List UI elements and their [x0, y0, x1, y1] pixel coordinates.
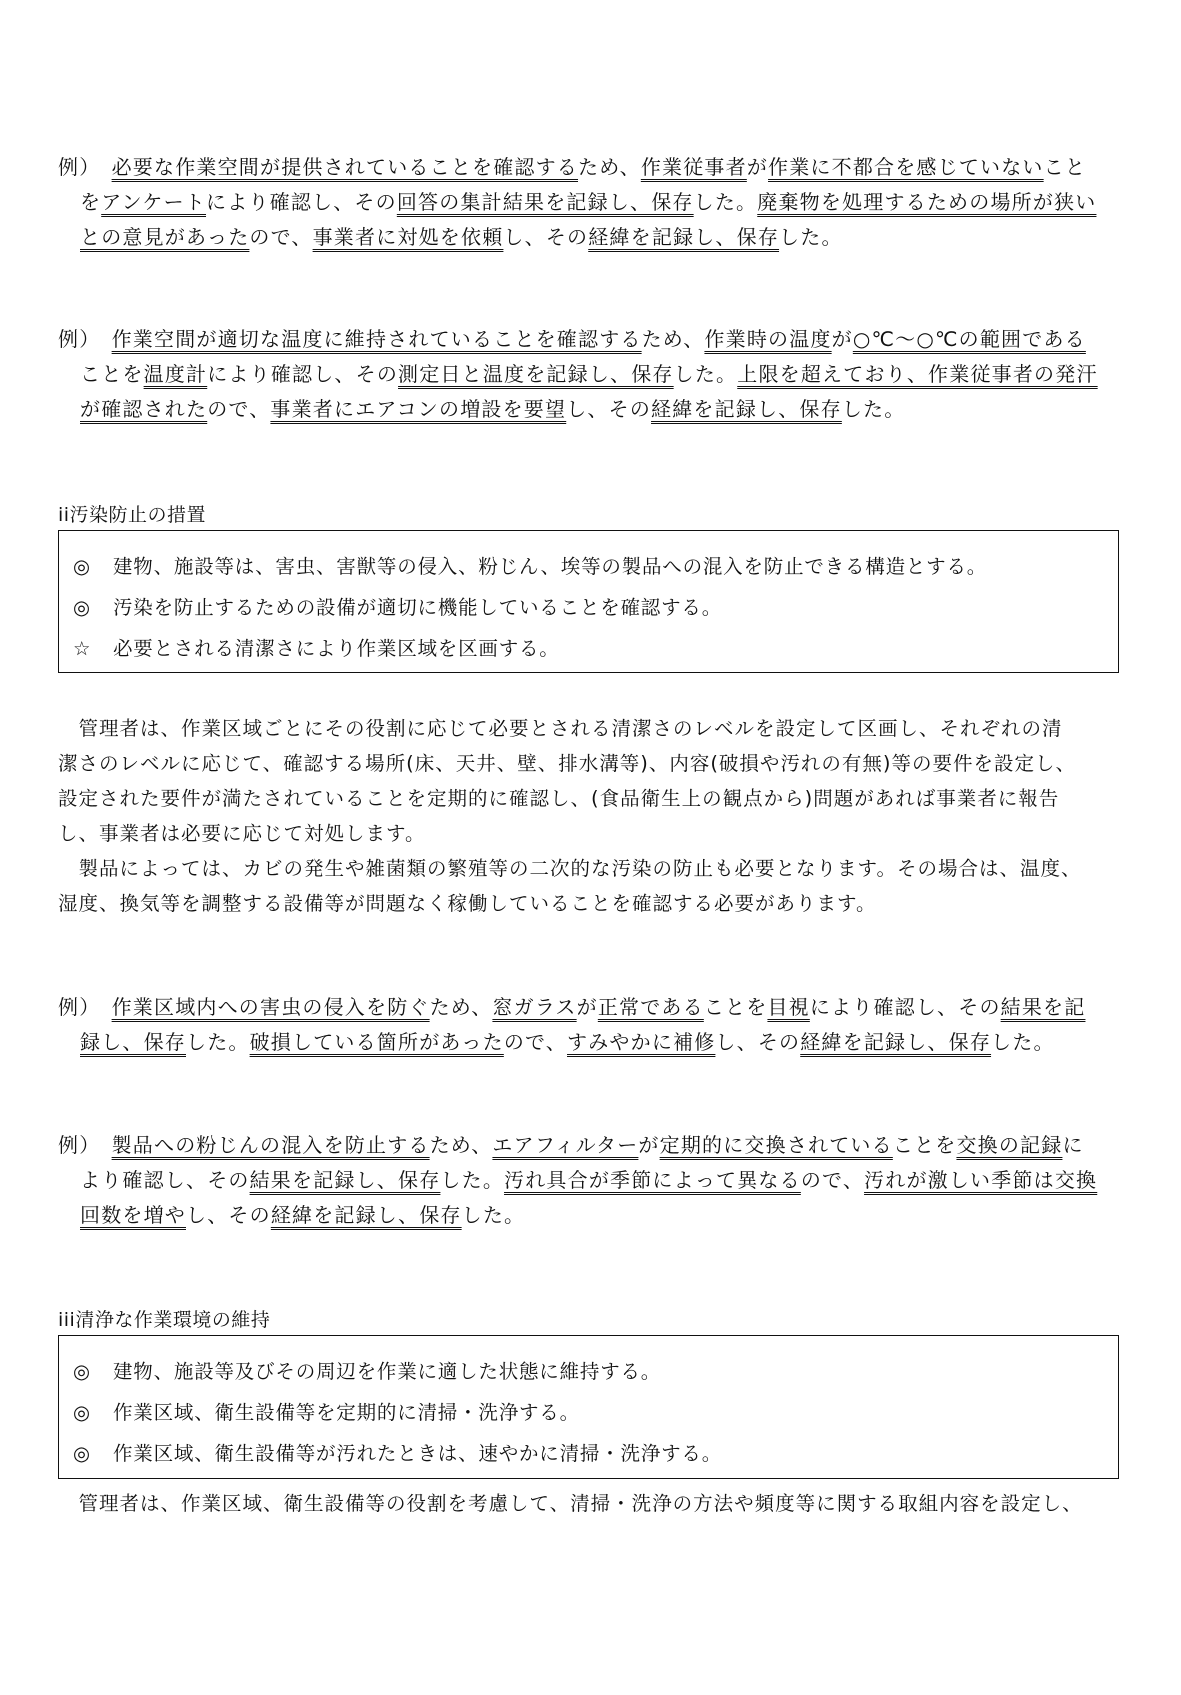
requirement-item [73, 1356, 661, 1384]
text-segment: 例） [58, 995, 112, 1019]
requirement-text: 必要とされる清潔さにより作業区域を区画する。 [113, 637, 560, 660]
underlined-phrase: 経緯を記録し、保存 [588, 225, 780, 249]
underlined-phrase: 経緯を記録し、保存 [800, 1030, 992, 1054]
underlined-phrase: 破損している箇所があった [249, 1030, 504, 1054]
paragraph-line: 管理者は、作業区域ごとにその役割に応じて必要とされる清潔さのレベルを設定して区画し、それぞれの清 [58, 717, 1063, 740]
paragraph-line: 潔さのレベルに応じて、確認する場所(床、天井、壁、排水溝等)、内容(破損や汚れの有無)等の要件を設定し、 [58, 752, 1077, 775]
text-segment: した。 [461, 1203, 526, 1227]
text-segment: した。 [779, 225, 843, 249]
underlined-phrase: 上限を超えており、作業従事者の発汗 [737, 362, 1098, 386]
text-segment: 例） [58, 1133, 112, 1157]
text-segment: が [746, 155, 769, 179]
underlined-phrase: 作業に不都合を感じていない [768, 155, 1044, 179]
text-segment: ので、 [207, 397, 271, 421]
example-line [80, 1198, 525, 1232]
underlined-phrase: 作業時の温度 [704, 327, 832, 351]
double-circle-icon: ◎ [73, 596, 91, 619]
text-segment: ことを [80, 362, 144, 386]
text-segment: し、その [186, 1203, 271, 1227]
underlined-phrase: 製品への粉じんの混入を防止する [111, 1133, 430, 1157]
underlined-phrase: 経緯を記録し、保存 [270, 1203, 462, 1227]
paragraph-line: 製品によっては、カビの発生や雑菌類の繁殖等の二次的な汚染の防止も必要となります。その場合は、温度、 [58, 857, 1082, 880]
text-segment: ため、 [578, 155, 641, 179]
paragraph-line: 設定された要件が満たされていることを定期的に確認し、(食品衛生上の観点から)問題があれば事業者に報告 [58, 787, 1060, 810]
text-segment: 例） [58, 155, 112, 179]
underlined-phrase: 正常である [597, 995, 704, 1019]
underlined-phrase: 回答の集計結果を記録し、保存 [396, 190, 694, 214]
underlined-phrase: 作業空間が適切な温度に維持されていることを確認する [111, 327, 642, 351]
star-icon: ☆ [73, 637, 92, 660]
underlined-phrase: が確認された [80, 397, 208, 421]
requirement-text: 作業区域、衛生設備等を定期的に清掃・洗浄する。 [113, 1401, 580, 1424]
requirement-text: 建物、施設等及びその周辺を作業に適した状態に維持する。 [113, 1360, 662, 1383]
text-segment: し、その [503, 225, 589, 249]
example-line [80, 357, 1098, 391]
double-circle-icon: ◎ [73, 1360, 91, 1383]
underlined-phrase: 温度計 [143, 362, 208, 386]
underlined-phrase: 回数を増や [80, 1203, 186, 1227]
example-line [80, 1163, 1097, 1197]
underlined-phrase: 定期的に交換されている [659, 1133, 893, 1157]
double-circle-icon: ◎ [73, 1401, 91, 1424]
underlined-phrase: 経緯を記録し、保存 [651, 397, 842, 421]
text-segment: より確認し、その [80, 1168, 250, 1192]
underlined-phrase: 結果を記録し、保存 [249, 1168, 441, 1192]
example-line [58, 990, 1085, 1024]
text-segment: により確認し、その [207, 362, 399, 386]
section-iii-requirements-box [58, 1335, 1119, 1479]
double-circle-icon: ◎ [73, 1442, 91, 1465]
section-ii-requirements-box [58, 530, 1119, 673]
underlined-phrase: 結果を記 [1000, 995, 1086, 1019]
requirement-item [73, 633, 560, 661]
underlined-phrase: 作業従事者 [640, 155, 747, 179]
underlined-phrase: 作業区域内への害虫の侵入を防ぐ [111, 995, 430, 1019]
underlined-phrase: 録し、保存 [80, 1030, 186, 1054]
text-segment: が [576, 995, 598, 1019]
text-segment: に [1062, 1133, 1084, 1157]
text-segment: した。 [440, 1168, 505, 1192]
text-segment: により確認し、その [809, 995, 1001, 1019]
text-segment: を [80, 190, 102, 214]
text-segment: により確認し、その [206, 190, 397, 214]
underlined-phrase: 必要な作業空間が提供されていることを確認する [111, 155, 579, 179]
text-segment: ため、 [429, 1133, 493, 1157]
underlined-phrase: 汚れ具合が季節によって異なる [504, 1168, 801, 1192]
text-segment: ため、 [429, 995, 493, 1019]
requirement-text: 作業区域、衛生設備等が汚れたときは、速やかに清掃・洗浄する。 [113, 1442, 723, 1465]
underlined-phrase: すみやかに補修 [567, 1030, 716, 1054]
underlined-phrase: 事業者に対処を依頼 [312, 225, 504, 249]
text-segment: し、その [566, 397, 652, 421]
text-segment: ため、 [641, 327, 705, 351]
example-line [58, 322, 1086, 356]
underlined-phrase: 事業者にエアコンの増設を要望 [270, 397, 567, 421]
underlined-phrase: 測定日と温度を記録し、保存 [398, 362, 674, 386]
requirement-text: 汚染を防止するための設備が適切に機能していることを確認する。 [113, 596, 723, 619]
requirement-item [73, 592, 722, 620]
text-segment: した。 [841, 397, 906, 421]
paragraph-line: 管理者は、作業区域、衛生設備等の役割を考慮して、清掃・洗浄の方法や頻度等に関する取組内容を設定し、 [58, 1492, 1083, 1515]
text-segment: が [638, 1133, 660, 1157]
requirement-text: 建物、施設等は、害虫、害獣等の侵入、粉じん、埃等の製品への混入を防止できる構造とする。 [113, 555, 988, 578]
text-segment: した。 [693, 190, 758, 214]
section-iii-heading: iii清浄な作業環境の維持 [58, 1309, 271, 1331]
example-line [80, 1025, 1055, 1059]
underlined-phrase: エアフィルター [492, 1133, 639, 1157]
text-segment: が [831, 327, 853, 351]
double-circle-icon: ◎ [73, 555, 91, 578]
text-segment: こと [1043, 155, 1087, 179]
text-segment: した。 [186, 1030, 250, 1054]
underlined-phrase: 目視 [767, 995, 810, 1019]
text-segment: した。 [673, 362, 738, 386]
example-line [80, 392, 905, 426]
requirement-item [73, 551, 987, 579]
text-segment: ことを [703, 995, 768, 1019]
section-ii-heading: ii汚染防止の措置 [58, 504, 207, 526]
paragraph-line: し、事業者は必要に応じて対処します。 [58, 822, 426, 845]
underlined-phrase: アンケート [101, 190, 207, 214]
text-segment: ので、 [249, 225, 313, 249]
paragraph-line: 湿度、換気等を調整する設備等が問題なく稼働していることを確認する必要があります。 [58, 892, 877, 915]
underlined-phrase: 交換の記録 [956, 1133, 1063, 1157]
underlined-phrase: 汚れが激しい季節は交換 [864, 1168, 1098, 1192]
text-segment: ので、 [503, 1030, 568, 1054]
underlined-phrase: 窓ガラス [492, 995, 577, 1019]
example-line [58, 1128, 1084, 1162]
text-segment: し、その [715, 1030, 801, 1054]
example-line [80, 220, 843, 254]
example-line [58, 150, 1086, 184]
text-segment: ので、 [800, 1168, 865, 1192]
text-segment: ことを [892, 1133, 957, 1157]
text-segment: した。 [991, 1030, 1055, 1054]
underlined-phrase: との意見があった [80, 225, 250, 249]
requirement-item [73, 1438, 722, 1466]
requirement-item [73, 1397, 580, 1425]
underlined-phrase: ○℃～○℃の範囲である [852, 327, 1086, 351]
example-line [80, 185, 1096, 219]
underlined-phrase: 廃棄物を処理するための場所が狭い [757, 190, 1097, 214]
text-segment: 例） [58, 327, 112, 351]
